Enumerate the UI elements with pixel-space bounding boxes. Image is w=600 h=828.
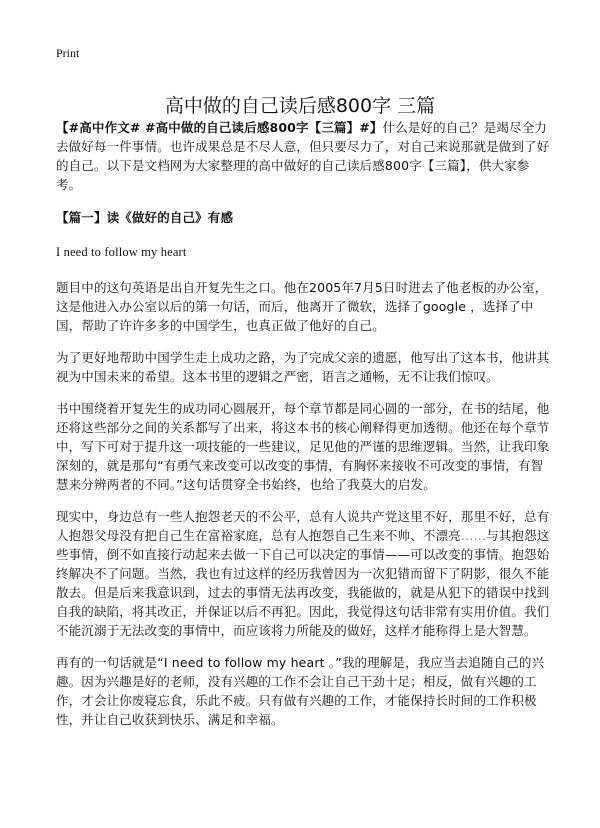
paragraph-2: 为了更好地帮助中国学生走上成功之路，为了完成父亲的遗愿，他写出了这本书，他讲其视为中国未来的希望。这本书里的逻辑之严密，语言之通畅，无不让我们惊叹。 bbox=[56, 350, 550, 384]
paragraph-5: 再有的一句话就是“I need to follow my heart 。”我的理解是，我应当去追随自己的兴趣。因为兴趣是好的老师，没有兴趣的工作不会让自己干劲十足；相反，做有兴趣的工作，才会让你废寝忘食，乐此不疲。只有做有兴趣的工作，才能保持长时间的工作积极性，并让自己收获到快乐、满足和幸福。 bbox=[56, 655, 545, 727]
paragraph-3: 书中围绕着开复先生的成功同心圆展开，每个章节都是同心圆的一部分，在书的结尾，他还将这些部分之间的关系都写了出来，将这本书的核心阐释得更加透彻。他还在每个章节中，写下可对于提升这一项技能的一些建议，足见他的严谨的思维逻辑。当然，让我印象深刻的，就是那句“有勇气来改变可以改变的事情，有胸怀来接收不可改变的事情，有智慧来分辨两者的不同。”这句话贯穿全书始终，也给了我莫大的启发。 bbox=[56, 401, 550, 492]
document-body bbox=[56, 118, 552, 742]
paragraph-1: 题目中的这句英语是出自开复先生之口。他在2005年7月5日时进去了他老板的办公室，这是他进入办公室以后的第一句话，而后，他离开了微软，选择了google ，选择了中国，帮助了许许多多的中国学生，也真正做了他好的自己。 bbox=[56, 280, 548, 333]
print-label: Print bbox=[56, 46, 80, 60]
intro-paragraph bbox=[56, 118, 552, 194]
page-title: 高中做的自己读后感800字 三篇 bbox=[164, 94, 436, 117]
paragraph-4 bbox=[56, 507, 552, 640]
intro-text: 什么是好的自己？是竭尽全力去做好每一件事情。也许成果总是不尽人意，但只要尽力了，对自己来说那就是做到了好的自己。以下是文档网为大家整理的高中做好的自己读后感800字【三篇】，供大家参考。 bbox=[56, 120, 550, 192]
quote-line: I need to follow my heart bbox=[56, 245, 187, 259]
paragraph-4-part-a: 现实中，身边总有一些人抱怨老天的不公平，总有人说共产党这里不好，那里不好，总有人抱怨父母没有把自己生在富裕家庭，总有人抱怨自己生来不帅、不漂亮 bbox=[56, 509, 550, 543]
intro-tags: 【#高中作文# #高中做的自己读后感800字【三篇】#】 bbox=[56, 120, 383, 135]
paragraph-4-part-b: 与其抱怨这些事情，倒不如直接行动起来去做一下自己可以决定的事情——可以改变的事情。抱怨始终解决不了问题。当然，我也有过这样的经历我曾因为一次犯错而留下了阴影，很久不能散去。但是后来我意识到，过去的事情无法再改变，我能做的，就是从犯下的错误中找到自我的缺陷，将其改正，并保证以后不再犯。因此，我觉得这句话非常有实用价值。我们不能沉溺于无法改变的事情中，而应该将力所能及的做好，这样才能称得上是大智慧。 bbox=[56, 528, 550, 638]
paragraph-4-ellipsis: …… bbox=[460, 528, 487, 543]
section-heading: 【篇一】读《做好的自己》有感 bbox=[56, 210, 234, 225]
